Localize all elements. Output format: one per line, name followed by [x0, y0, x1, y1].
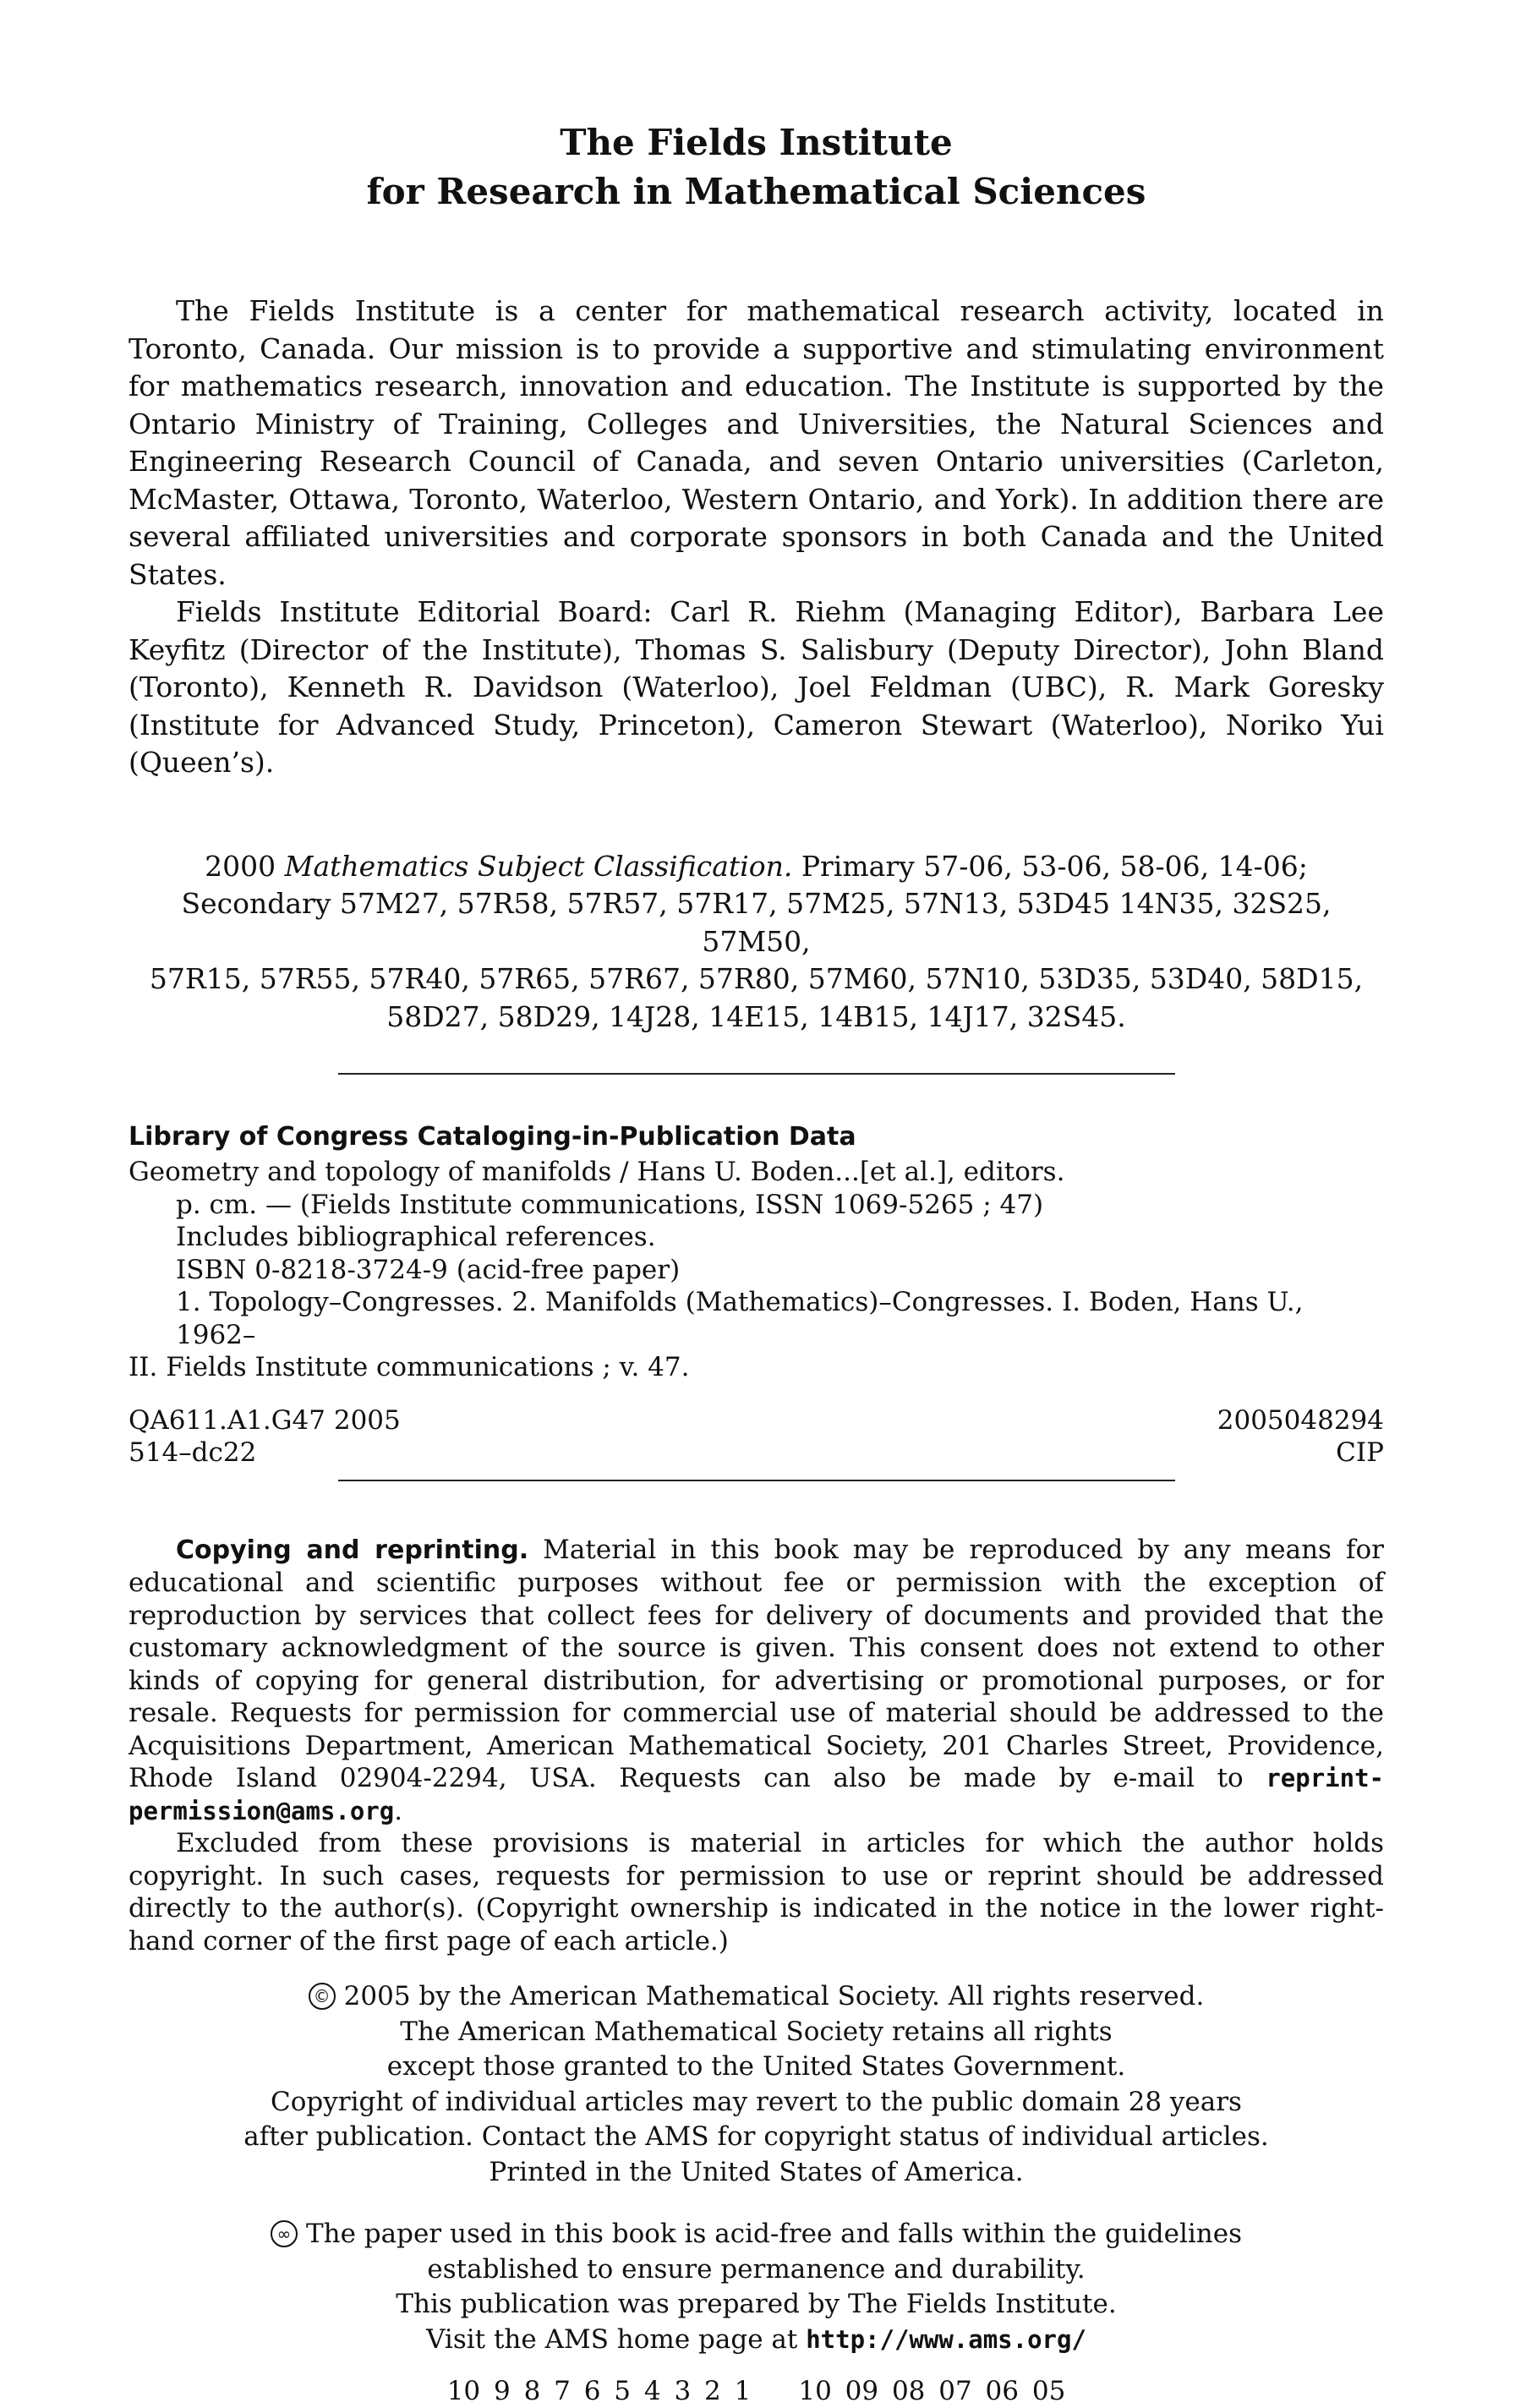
- copyright-line-2: The American Mathematical Society retains all rights: [400, 2016, 1113, 2047]
- msc-label: Mathematics Subject Classification.: [284, 849, 793, 883]
- editorial-board-paragraph: Fields Institute Editorial Board: Carl R. Riehm (Managing Editor), Barbara Lee Keyfitz (Director of the Institute), Thomas S. Salisbury (Deputy Director), John Bland (Toronto), Kenneth R. Davidson (Waterloo), Joel Feldman (UBC), R. Mark Goresky (Institute for Advanced Study, Princeton), Cameron Stewart (Waterloo), Noriko Yui (Queen’s).: [129, 595, 1384, 779]
- copyright-line-5: after publication. Contact the AMS for copyright status of individual articles.: [243, 2121, 1269, 2152]
- title-line-1: The Fields Institute: [560, 122, 953, 163]
- paper-line-4: [129, 2323, 1384, 2358]
- paper-notice: [129, 2217, 1384, 2357]
- print-run-years: 10 09 08 07 06 05: [798, 2376, 1066, 2406]
- cip-label: CIP: [1336, 1437, 1384, 1468]
- cip-subjects-line: 1. Topology–Congresses. 2. Manifolds (Mathematics)–Congresses. I. Boden, Hans U., 1962–: [176, 1287, 1304, 1350]
- cip-references-line: Includes bibliographical references.: [176, 1222, 656, 1252]
- subject-classification: [129, 848, 1384, 1037]
- divider-top: [338, 1073, 1175, 1075]
- cataloging-data: [129, 1119, 1384, 1469]
- cip-heading: Library of Congress Cataloging-in-Publication Data: [129, 1122, 856, 1152]
- homepage-text: Visit the AMS home page at: [426, 2323, 798, 2355]
- msc-line-4: 58D27, 58D29, 14J28, 14E15, 14B15, 14J17, 32S45.: [386, 999, 1126, 1033]
- msc-line-2: Secondary 57M27, 57R58, 57R57, 57R17, 57M25, 57N13, 53D45 14N35, 32S25, 57M50,: [181, 887, 1332, 958]
- dewey-number: 514–dc22: [129, 1437, 257, 1468]
- institute-description: [129, 293, 1384, 782]
- copyright-line-1: [129, 1979, 1384, 2015]
- copying-and-reprinting: [129, 1534, 1384, 1958]
- cip-call-numbers: [129, 1404, 1384, 1469]
- paper-line-1: [129, 2217, 1384, 2252]
- copyright-line-3: except those granted to the United States Government.: [386, 2051, 1126, 2082]
- permission-email-link[interactable]: reprint-permission@ams.org: [129, 1764, 1385, 1825]
- cip-isbn-line: ISBN 0-8218-3724-9 (acid-free paper): [176, 1254, 681, 1285]
- copyright-symbol-icon: ©: [309, 1983, 336, 2010]
- acid-free-infinity-icon: ∞: [271, 2220, 298, 2247]
- copying-paragraph-1: [129, 1534, 1384, 1828]
- lc-call-number: QA611.A1.G47 2005: [129, 1404, 401, 1436]
- copyright-page: [129, 118, 1384, 2408]
- cip-left-column: [129, 1404, 401, 1469]
- paper-line-1-text: The paper used in this book is acid-free and falls within the guidelines: [305, 2219, 1243, 2249]
- copyright-line-6: Printed in the United States of America.: [489, 2156, 1024, 2187]
- copyright-line-4: Copyright of individual articles may revert to the public domain 28 years: [271, 2086, 1242, 2117]
- copying-body-end: .: [394, 1795, 403, 1826]
- cip-right-column: [1217, 1404, 1384, 1469]
- msc-line-3: 57R15, 57R55, 57R40, 57R65, 57R67, 57R80, 57M60, 57N10, 53D35, 53D40, 58D15,: [149, 962, 1364, 995]
- copying-paragraph-2: Excluded from these provisions is material in articles for which the author holds copyright. In such cases, requests for permission to use or reprint should be addressed directly to the author(s). (Copyright ownership is indicated in the notice in the lower right-hand corner of the first page of each article.): [129, 1828, 1384, 1956]
- copyright-notice: [129, 1979, 1384, 2190]
- divider-bottom: [338, 1480, 1175, 1481]
- printing-line: [129, 2374, 1384, 2408]
- msc-line-1: [129, 848, 1384, 886]
- print-run-numbers: 10 9 8 7 6 5 4 3 2 1: [446, 2376, 752, 2406]
- paper-line-3: This publication was prepared by The Fields Institute.: [396, 2289, 1117, 2319]
- cip-series-line: p. cm. — (Fields Institute communications, ISSN 1069-5265 ; 47): [176, 1189, 1044, 1220]
- msc-primary: Primary 57-06, 53-06, 58-06, 14-06;: [801, 849, 1308, 883]
- copying-heading: Copying and reprinting.: [176, 1535, 529, 1565]
- copyright-line-1-text: 2005 by the American Mathematical Society. All rights reserved.: [343, 1981, 1205, 2011]
- paper-line-2: established to ensure permanence and durability.: [427, 2253, 1086, 2285]
- cip-series-note-line: II. Fields Institute communications ; v. 47.: [129, 1352, 690, 1382]
- lccn-number: 2005048294: [1217, 1404, 1384, 1436]
- copying-body: Material in this book may be reproduced by any means for educational and scientific purposes without fee or permission with the exception of reproduction by services that collect fees for delivery of documents and provided that the customary acknowledgment of the source is given. This consent does not extend to other kinds of copying for general distribution, for advertising or promotional purposes, or for resale. Requests for permission for commercial use of material should be addressed to the Acquisitions Department, American Mathematical Society, 201 Charles Street, Providence, Rhode Island 02904-2294, USA. Requests can also be made by e-mail to: [129, 1534, 1384, 1793]
- title-line-2: for Research in Mathematical Sciences: [366, 171, 1146, 212]
- msc-year: 2000: [205, 849, 276, 883]
- cip-title-line: Geometry and topology of manifolds / Hans U. Boden...[et al.], editors.: [129, 1157, 1065, 1187]
- page-title: [129, 118, 1384, 216]
- mission-paragraph: The Fields Institute is a center for mathematical research activity, located in Toronto, Canada. Our mission is to provide a supportive and stimulating environment for mathematics research, innovation and education. The Institute is supported by the Ontario Ministry of Training, Colleges and Universities, the Natural Sciences and Engineering Research Council of Canada, and seven Ontario universities (Carleton, McMaster, Ottawa, Toronto, Waterloo, Western Ontario, and York). In addition there are several affiliated universities and corporate sponsors in both Canada and the United States.: [129, 294, 1384, 591]
- ams-homepage-link[interactable]: http://www.ams.org/: [806, 2324, 1086, 2354]
